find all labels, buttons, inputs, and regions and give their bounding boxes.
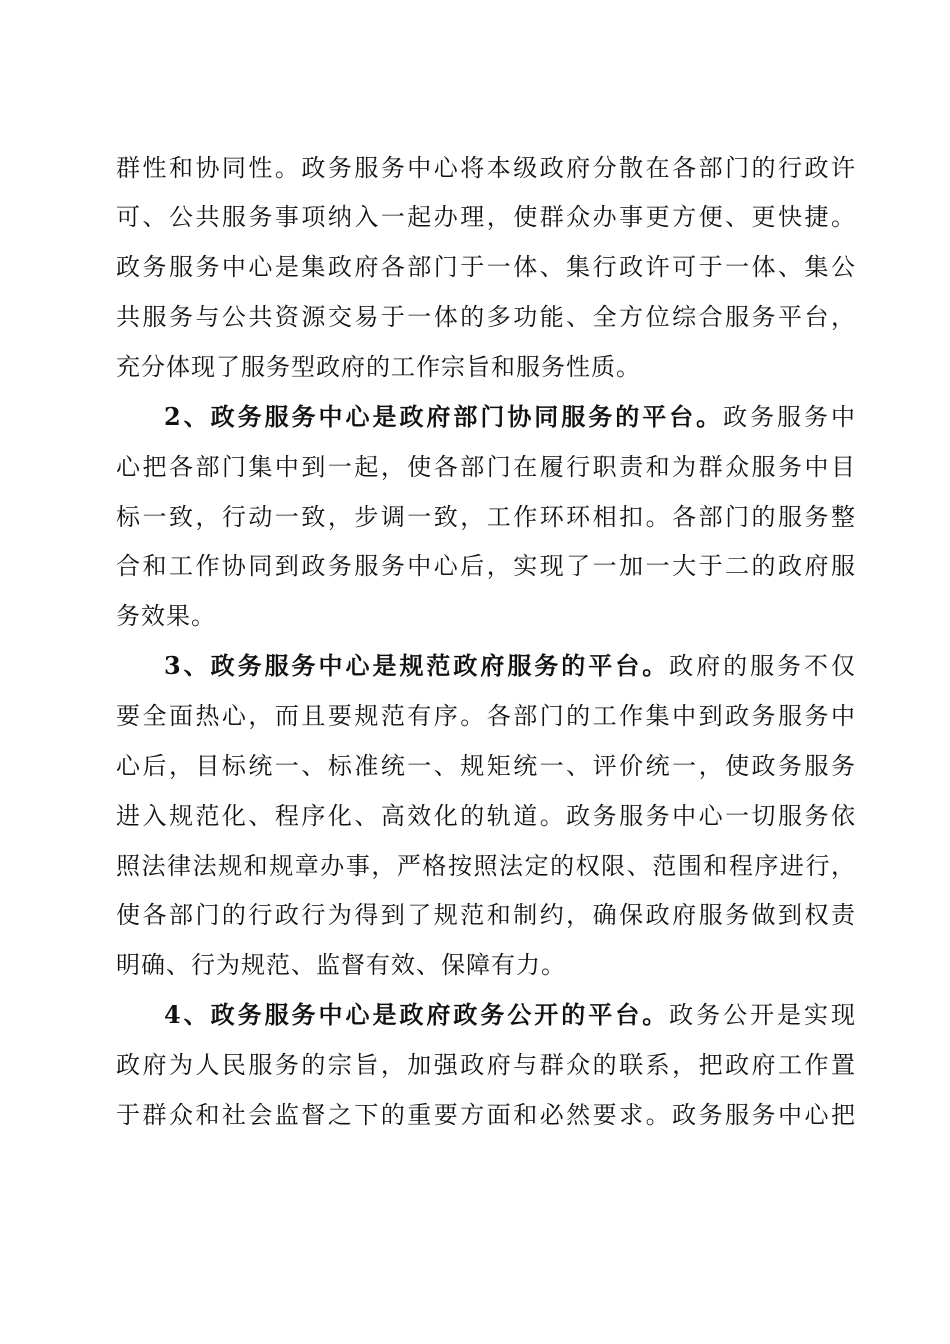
paragraph-3-line-7: 明确、行为规范、监督有效、保障有力。: [116, 951, 566, 979]
paragraph-4-line-2: 政府为人民服务的宗旨，加强政府与群众的联系，把政府工作置: [116, 1051, 856, 1079]
paragraph-4-first-line-rest: 政务公开是实现: [669, 1001, 856, 1029]
paragraph-3-line-4: 进入规范化、程序化、高效化的轨道。政务服务中心一切服务依: [116, 802, 856, 830]
paragraph-2-line-2: 心把各部门集中到一起，使各部门在履行职责和为群众服务中目: [116, 453, 856, 481]
paragraph-1-line-5: 充分体现了服务型政府的工作宗旨和服务性质。: [116, 353, 641, 381]
paragraph-4-line-3: 于群众和社会监督之下的重要方面和必然要求。政务服务中心把: [116, 1101, 856, 1129]
paragraph-2-first-line: [164, 402, 856, 432]
paragraph-1-line-4: 共服务与公共资源交易于一体的多功能、全方位综合服务平台，: [116, 303, 856, 331]
paragraph-2-heading: 2、政务服务中心是政府部门协同服务的平台。: [164, 402, 724, 431]
paragraph-3-line-2: 要全面热心，而且要规范有序。各部门的工作集中到政务服务中: [116, 702, 856, 730]
paragraph-3-first-line-rest: 政府的服务不仅: [669, 652, 856, 680]
paragraph-2-line-5: 务效果。: [116, 602, 216, 630]
paragraph-3-line-5: 照法律法规和规章办事，严格按照法定的权限、范围和程序进行，: [116, 852, 856, 880]
paragraph-1-line-2: 可、公共服务事项纳入一起办理，使群众办事更方便、更快捷。: [116, 203, 856, 231]
paragraph-3-heading: 3、政务服务中心是规范政府服务的平台。: [164, 651, 670, 680]
paragraph-3-line-3: 心后，目标统一、标准统一、规矩统一、评价统一，使政务服务: [116, 752, 856, 780]
paragraph-2-first-line-rest: 政务服务中: [723, 403, 856, 431]
paragraph-1-line-3: 政务服务中心是集政府各部门于一体、集行政许可于一体、集公: [116, 253, 856, 281]
paragraph-4-heading: 4、政务服务中心是政府政务公开的平台。: [164, 1000, 670, 1029]
paragraph-3-first-line: [164, 651, 856, 681]
paragraph-1-line-1: 群性和协同性。政务服务中心将本级政府分散在各部门的行政许: [116, 154, 856, 182]
paragraph-3-line-6: 使各部门的行政行为得到了规范和制约，确保政府服务做到权责: [116, 901, 856, 929]
paragraph-4-first-line: [164, 1000, 856, 1030]
paragraph-2-line-3: 标一致，行动一致，步调一致，工作环环相扣。各部门的服务整: [116, 503, 856, 531]
paragraph-2-line-4: 合和工作协同到政务服务中心后，实现了一加一大于二的政府服: [116, 552, 856, 580]
